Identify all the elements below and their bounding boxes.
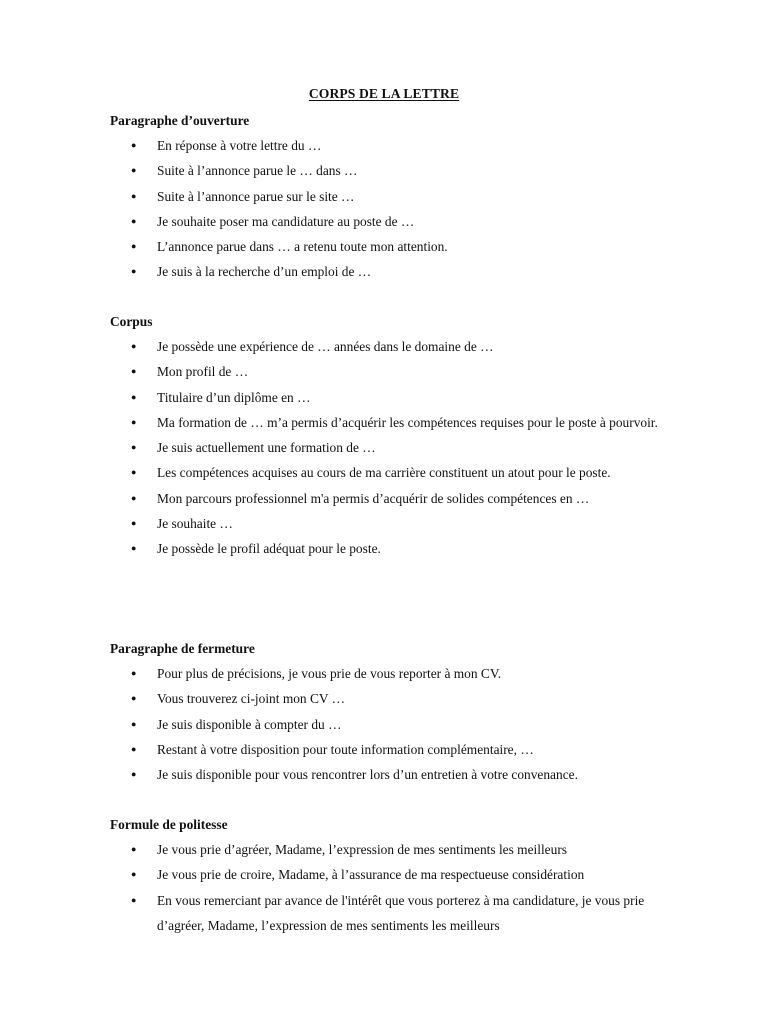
list-item: ● Ma formation de … m’a permis d’acquérir les compétences requises pour le poste à pourvoir. (110, 410, 667, 435)
list-item: ● Je suis actuellement une formation de … (110, 435, 667, 460)
section-heading: Paragraphe de fermeture (110, 641, 255, 656)
bullet-icon: ● (131, 543, 137, 554)
bullet-icon: ● (131, 366, 137, 377)
bullet-icon: ● (131, 165, 137, 176)
list-item: ● Mon parcours professionnel m'a permis d’acquérir de solides compétences en … (110, 486, 667, 511)
bullet-list (110, 334, 710, 562)
bullet-icon: ● (131, 894, 137, 905)
bullet-icon: ● (131, 467, 137, 478)
section-closing (110, 636, 710, 787)
bullet-icon: ● (131, 693, 137, 704)
list-item: ● Je suis disponible pour vous rencontrer lors d’un entretien à votre convenance. (110, 762, 667, 787)
bullet-icon: ● (131, 769, 137, 780)
list-item: ● Je souhaite … (110, 511, 667, 536)
bullet-list (110, 837, 710, 938)
list-item: ● L’annonce parue dans … a retenu toute mon attention. (110, 234, 667, 259)
bullet-icon: ● (131, 215, 137, 226)
section-heading: Formule de politesse (110, 817, 228, 832)
bullet-icon: ● (131, 668, 137, 678)
bullet-icon: ● (131, 869, 137, 880)
bullet-icon: ● (131, 391, 137, 402)
list-item: ● Je possède une expérience de … années dans le domaine de … (110, 334, 667, 359)
list-item: ● Pour plus de précisions, je vous prie de vous reporter à mon CV. (110, 661, 667, 686)
list-item: ● Suite à l’annonce parue le … dans … (110, 158, 667, 183)
list-item: ● Je suis disponible à compter du … (110, 712, 667, 737)
bullet-icon: ● (131, 416, 137, 427)
section-heading: Corpus (110, 314, 153, 329)
bullet-icon: ● (131, 140, 137, 150)
list-item: ● Vous trouverez ci-joint mon CV … (110, 686, 667, 711)
bullet-icon: ● (131, 341, 137, 351)
list-item: ● Je vous prie d’agréer, Madame, l’expression de mes sentiments les meilleurs (110, 837, 667, 862)
list-item: ● Je vous prie de croire, Madame, à l’assurance de ma respectueuse considération (110, 862, 667, 887)
bullet-icon: ● (131, 442, 137, 453)
section-politeness (110, 812, 710, 938)
section-opening (110, 108, 710, 285)
list-item: ● Les compétences acquises au cours de ma carrière constituent un atout pour le poste. (110, 460, 667, 485)
page-title: CORPS DE LA LETTRE (308, 86, 460, 101)
bullet-icon: ● (131, 518, 137, 529)
bullet-list (110, 661, 710, 787)
bullet-icon: ● (131, 743, 137, 754)
list-item: ● En vous remerciant par avance de l'intérêt que vous porterez à ma candidature, je vous prie d’agréer, Madame, l’expression de mes sentiments les meilleurs (110, 888, 667, 939)
list-item: ● Suite à l’annonce parue sur le site … (110, 184, 667, 209)
bullet-icon: ● (131, 718, 137, 729)
bullet-list (110, 133, 710, 285)
list-item: ● Titulaire d’un diplôme en … (110, 385, 667, 410)
bullet-icon: ● (131, 492, 137, 503)
section-heading: Paragraphe d’ouverture (110, 113, 250, 128)
list-item: ● Mon profil de … (110, 359, 667, 384)
list-item: ● En réponse à votre lettre du … (110, 133, 667, 158)
bullet-icon: ● (131, 266, 137, 277)
list-item: ● Je souhaite poser ma candidature au poste de … (110, 209, 667, 234)
bullet-icon: ● (131, 241, 137, 252)
list-item: ● Je suis à la recherche d’un emploi de … (110, 259, 667, 284)
section-corpus (110, 309, 710, 562)
bullet-icon: ● (131, 844, 137, 854)
bullet-icon: ● (131, 190, 137, 201)
list-item: ● Je possède le profil adéquat pour le poste. (110, 536, 667, 561)
list-item: ● Restant à votre disposition pour toute information complémentaire, … (110, 737, 667, 762)
